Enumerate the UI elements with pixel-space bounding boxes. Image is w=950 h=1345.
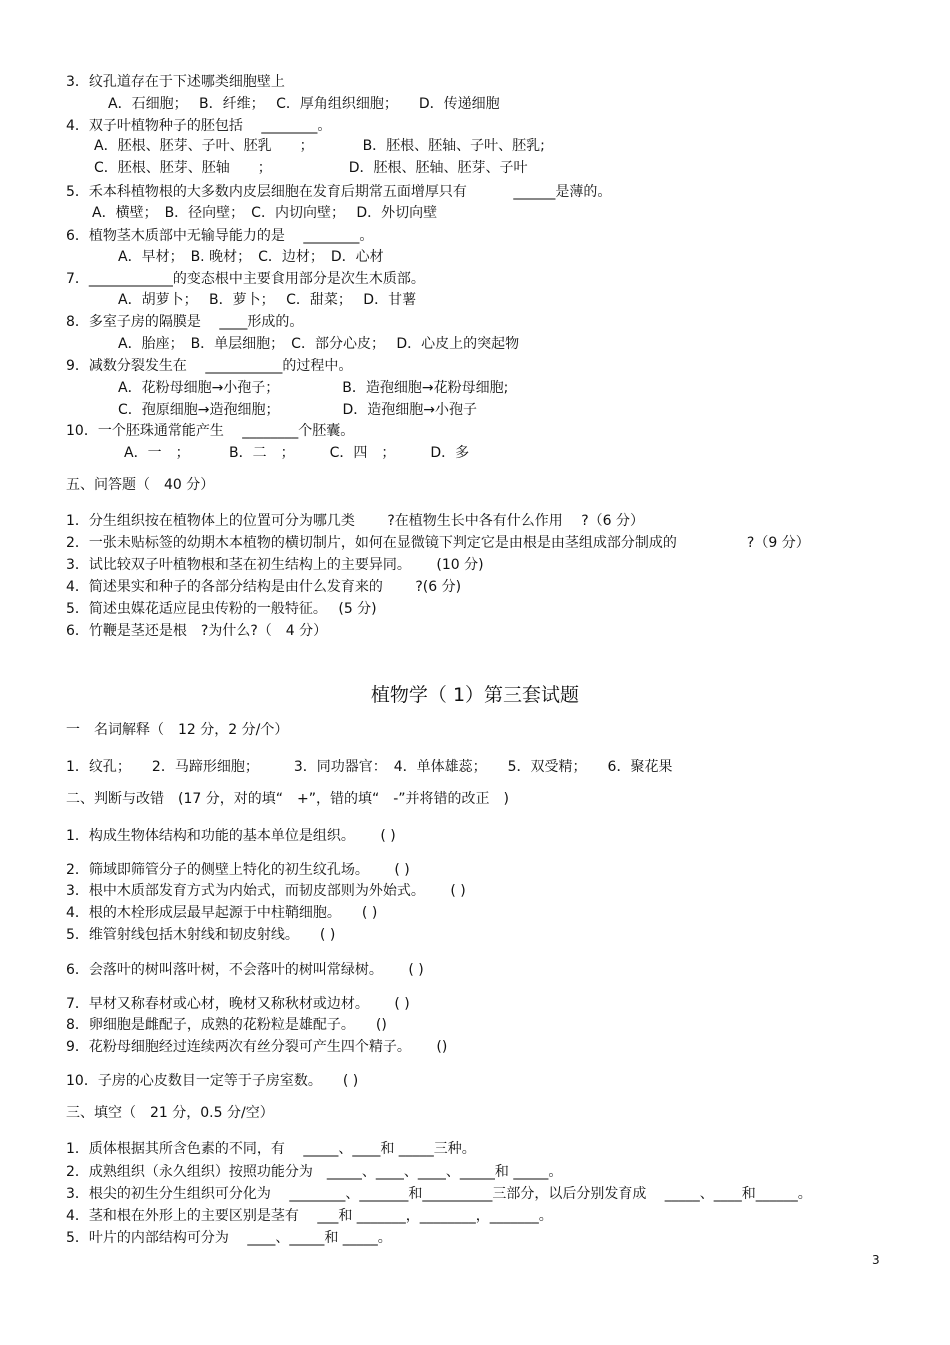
text-line: 5．维管射线包括木射线和韧皮射线。 ( )	[66, 927, 336, 943]
text-line: 4．双子叶植物种子的胚包括 ________。	[66, 118, 332, 134]
text-line: 10．子房的心皮数目一定等于子房室数。 ( )	[66, 1073, 359, 1089]
text-line: 6．竹鞭是茎还是根 ?为什么?（ 4 分）	[66, 623, 328, 639]
text-line: 6．植物茎木质部中无输导能力的是 ________。	[66, 228, 374, 244]
text-line: 1．纹孔； 2．马蹄形细胞； 3．同功器官： 4．单体雄蕊； 5．双受精； 6．聚花果	[66, 759, 673, 775]
text-line: 3．试比较双子叶植物根和茎在初生结构上的主要异同。 (10 分)	[66, 557, 484, 573]
text-line: C．胚根、胚芽、胚轴 ； D．胚根、胚轴、胚芽、子叶	[94, 160, 528, 176]
text-line: 5．叶片的内部结构可分为 ____、_____和 _____。	[66, 1230, 392, 1246]
text-line: 二、判断与改错 (17 分，对的填“ +”，错的填“ -”并将错的改正 )	[66, 791, 509, 807]
text-line: 3．根尖的初生分生组织可分化为 ________、_______和__________三部分，以后分别发育成 _____、____和______。	[66, 1186, 812, 1202]
text-line: 7．____________的变态根中主要食用部分是次生木质部。	[66, 271, 425, 287]
text-line: A．早材； B. 晚材； C．边材； D．心材	[118, 249, 384, 265]
text-line: 6．会落叶的树叫落叶树，不会落叶的树叫常绿树。 ( )	[66, 962, 424, 978]
text-line: A．石细胞； B．纤维； C．厚角组织细胞； D．传递细胞	[108, 96, 500, 112]
text-line: 9．花粉母细胞经过连续两次有丝分裂可产生四个精子。 ()	[66, 1039, 448, 1055]
text-line: 8．多室子房的隔膜是 ____形成的。	[66, 314, 304, 330]
text-line: 7．早材又称春材或心材，晚材又称秋材或边材。 ( )	[66, 996, 410, 1012]
text-line: 一 名词解释（ 12 分，2 分/个）	[66, 722, 289, 738]
text-line: 三、填空（ 21 分，0.5 分/空）	[66, 1105, 274, 1121]
text-line: 5．简述虫媒花适应昆虫传粉的一般特征。 (5 分)	[66, 601, 377, 617]
text-line: 1．分生组织按在植物体上的位置可分为哪几类 ?在植物生长中各有什么作用 ?（6 分）	[66, 513, 645, 529]
text-line: A．一 ； B．二 ； C．四 ； D．多	[124, 445, 470, 461]
page-number: 3	[872, 1253, 880, 1267]
text-line: A．横壁； B．径向壁； C．内切向壁； D．外切向壁	[92, 205, 438, 221]
text-line: A．胚根、胚芽、子叶、胚乳 ； B．胚根、胚轴、子叶、胚乳;	[94, 138, 545, 154]
text-line: 8．卵细胞是雌配子，成熟的花粉粒是雄配子。 ()	[66, 1017, 387, 1033]
text-line: C．孢原细胞→造孢细胞； D．造孢细胞→小孢子	[118, 402, 478, 418]
exam-title: 植物学（ 1）第三套试题	[370, 684, 580, 706]
text-line: 5．禾本科植物根的大多数内皮层细胞在发育后期常五面增厚只有 ______是薄的。	[66, 184, 612, 200]
text-line: 4．茎和根在外形上的主要区别是茎有 ___和 _______，________，_______。	[66, 1208, 553, 1224]
text-line: 3．纹孔道存在于下述哪类细胞壁上	[66, 74, 285, 90]
text-line: 2．筛域即筛管分子的侧壁上特化的初生纹孔场。 ( )	[66, 862, 410, 878]
text-line: A．胡萝卜； B．萝卜； C．甜菜； D．甘薯	[118, 292, 417, 308]
text-line: 4．根的木栓形成层最早起源于中柱鞘细胞。 ( )	[66, 905, 378, 921]
text-line: A．花粉母细胞→小孢子； B．造孢细胞→花粉母细胞;	[118, 380, 509, 396]
text-line: 3．根中木质部发育方式为内始式，而韧皮部则为外始式。 ( )	[66, 883, 466, 899]
text-line: 10．一个胚珠通常能产生 ________个胚囊。	[66, 423, 355, 439]
text-line: 4．简述果实和种子的各部分结构是由什么发育来的 ?(6 分)	[66, 579, 462, 595]
text-line: 9．减数分裂发生在 ___________的过程中。	[66, 358, 353, 374]
text-line: 1．构成生物体结构和功能的基本单位是组织。 ( )	[66, 828, 396, 844]
text-line: 五、问答题（ 40 分）	[66, 477, 215, 493]
text-line: 2．成熟组织（永久组织）按照功能分为 _____、____、____、_____和 _____。	[66, 1164, 563, 1180]
text-line: 1．质体根据其所含色素的不同，有 _____、____和 _____三种。	[66, 1141, 476, 1157]
text-line: 2．一张未贴标签的幼期木本植物的横切制片，如何在显微镜下判定它是由根是由茎组成部分制成的 ?（9 分）	[66, 535, 810, 551]
text-line: A．胎座； B．单层细胞； C．部分心皮； D．心皮上的突起物	[118, 336, 520, 352]
